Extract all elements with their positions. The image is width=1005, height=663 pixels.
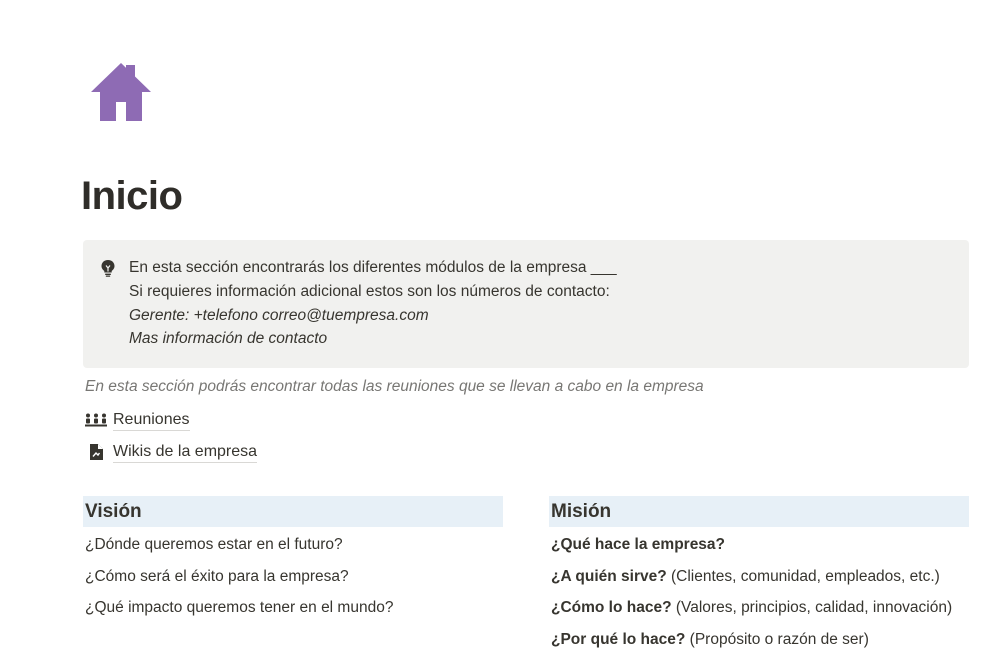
lightbulb-icon[interactable]	[100, 259, 116, 277]
mision-detail: (Propósito o razón de ser)	[685, 630, 869, 648]
link-label[interactable]: Reuniones	[113, 410, 190, 431]
callout-more-info-line: Mas información de contacto	[129, 330, 328, 348]
vision-item: ¿Qué impacto queremos tener en el mundo?	[85, 599, 394, 616]
mision-heading: Misión	[549, 496, 969, 527]
link-label[interactable]: Wikis de la empresa	[113, 442, 257, 463]
mision-item	[549, 561, 969, 593]
mision-question: ¿Cómo lo hace?	[551, 599, 672, 616]
mision-item	[549, 624, 969, 656]
section-description: En esta sección podrás encontrar todas las reuniones que se llevan a cabo en la empresa	[85, 378, 704, 395]
vision-column	[83, 496, 503, 624]
mision-detail: (Clientes, comunidad, empleados, etc.)	[666, 567, 940, 585]
mision-detail: (Valores, principios, calidad, innovación)	[671, 599, 953, 616]
callout-block	[83, 240, 969, 368]
mision-column	[549, 496, 969, 655]
callout-line: Si requieres información adicional estos son los números de contacto:	[129, 282, 610, 300]
link-wikis[interactable]	[85, 440, 257, 464]
mision-item	[549, 592, 969, 624]
mision-question: ¿Qué hace la empresa?	[551, 536, 726, 553]
document-icon	[85, 443, 107, 461]
vision-item: ¿Cómo será el éxito para la empresa?	[85, 567, 349, 585]
mision-question: ¿A quién sirve?	[551, 567, 667, 585]
mision-question: ¿Por qué lo hace?	[551, 630, 686, 648]
link-reuniones[interactable]	[85, 408, 190, 432]
vision-heading: Visión	[83, 496, 503, 527]
vision-item: ¿Dónde queremos estar en el futuro?	[85, 536, 343, 553]
callout-text	[129, 256, 617, 351]
callout-contact-line: Gerente: +telefono correo@tuempresa.com	[129, 306, 429, 324]
people-icon	[85, 411, 107, 429]
page-title: Inicio	[81, 174, 183, 218]
callout-line: En esta sección encontrarás los diferentes módulos de la empresa ___	[129, 259, 617, 276]
house-icon[interactable]	[90, 62, 152, 124]
mision-item	[549, 529, 969, 561]
